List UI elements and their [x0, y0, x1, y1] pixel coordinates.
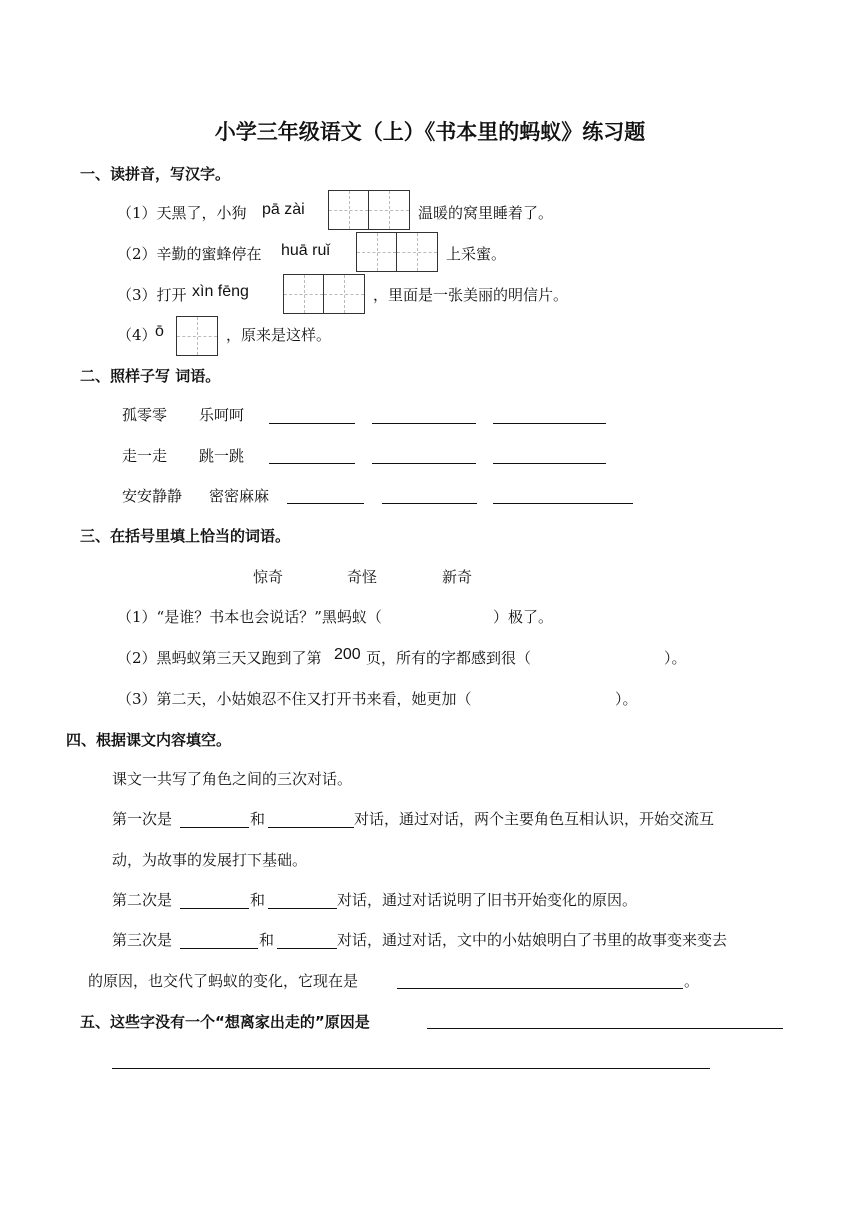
word-choice: 奇怪 [347, 568, 378, 586]
answer-blank[interactable] [277, 948, 337, 949]
sec4-line3-end: 。 [684, 972, 700, 990]
answer-blank[interactable] [268, 827, 354, 828]
q1-3-suffix: ，里面是一张美丽的明信片。 [373, 286, 569, 304]
sec4-line2-b: 和 [250, 891, 266, 909]
q1-1-suffix: 温暖的窝里睡着了。 [418, 204, 554, 222]
example-word: 安安静静 [122, 487, 183, 505]
sec4-line3-cont: 的原因，也交代了蚂蚁的变化，它现在是 [88, 972, 359, 990]
answer-blank[interactable] [372, 423, 476, 424]
q3-3-prefix: （3）第二天，小姑娘忍不住又打开书来看，她更加（ [117, 690, 472, 708]
example-word: 孤零零 [122, 406, 168, 424]
sec4-line1-c: 对话，通过对话，两个主要角色互相认识，开始交流互 [354, 810, 715, 828]
q1-2-suffix: 上采蜜。 [446, 245, 507, 263]
section-5-heading: 五、这些字没有一个“想离家出走的”原因是 [80, 1013, 370, 1031]
answer-blank[interactable] [493, 503, 633, 504]
answer-blank[interactable] [269, 423, 355, 424]
section-1-heading: 一、读拼音，写汉字。 [80, 165, 231, 183]
q3-2-page-number: 200 [334, 646, 361, 663]
q1-4-suffix: ，原来是这样。 [226, 326, 332, 344]
answer-blank[interactable] [180, 948, 258, 949]
example-word: 乐呵呵 [199, 406, 245, 424]
answer-blank[interactable] [180, 908, 249, 909]
q3-2-prefix: （2）黑蚂蚁第三天又跑到了第 [117, 649, 322, 667]
writing-cell[interactable] [329, 191, 369, 229]
sec4-intro: 课文一共写了角色之间的三次对话。 [112, 770, 353, 788]
answer-blank[interactable] [372, 463, 476, 464]
answer-blank[interactable] [427, 1028, 783, 1029]
sec4-line1-a: 第一次是 [112, 810, 173, 828]
answer-blank[interactable] [493, 463, 606, 464]
answer-blank[interactable] [397, 988, 683, 989]
answer-blank[interactable] [112, 1068, 710, 1069]
answer-blank[interactable] [269, 463, 355, 464]
writing-cell[interactable] [177, 317, 217, 355]
example-word: 走一走 [122, 447, 168, 465]
writing-cell[interactable] [397, 233, 437, 271]
answer-blank[interactable] [268, 908, 337, 909]
answer-blank[interactable] [287, 503, 364, 504]
sec4-line3-a: 第三次是 [112, 931, 173, 949]
answer-blank[interactable] [180, 827, 249, 828]
section-3-heading: 三、在括号里填上恰当的词语。 [80, 527, 291, 545]
q1-4-prefix: （4） [117, 326, 157, 344]
q1-2-prefix: （2）辛勤的蜜蜂停在 [117, 245, 262, 263]
q1-4-pinyin: ō [155, 323, 164, 340]
sec4-line2-a: 第二次是 [112, 891, 173, 909]
q1-4-answer-grid[interactable] [176, 316, 218, 356]
writing-cell[interactable] [284, 275, 324, 313]
q3-2-middle: 页，所有的字都感到很（ [366, 649, 532, 667]
q1-3-pinyin: xìn fēng [192, 283, 249, 300]
q3-1-suffix: ）极了。 [493, 608, 554, 626]
q3-3-suffix: ）。 [615, 690, 638, 708]
answer-blank[interactable] [493, 423, 606, 424]
word-choice: 惊奇 [253, 568, 284, 586]
writing-cell[interactable] [324, 275, 364, 313]
section-2-heading: 二、照样子写 词语。 [80, 367, 221, 385]
sec4-line1-b: 和 [250, 810, 266, 828]
sec4-line1-cont: 动，为故事的发展打下基础。 [112, 851, 308, 869]
example-word: 密密麻麻 [209, 487, 270, 505]
page-title: 小学三年级语文（上）《书本里的蚂蚁》练习题 [214, 120, 646, 144]
q1-3-prefix: （3）打开 [117, 286, 187, 304]
q1-1-pinyin: pā zài [262, 201, 305, 218]
example-word: 跳一跳 [199, 447, 245, 465]
q3-1-prefix: （1）“是谁？书本也会说话？”黑蚂蚁（ [117, 608, 382, 626]
answer-blank[interactable] [382, 503, 477, 504]
sec4-line3-c: 对话，通过对话，文中的小姑娘明白了书里的故事变来变去 [337, 931, 728, 949]
q1-2-pinyin: huā ruǐ [281, 242, 330, 259]
q1-1-answer-grid[interactable] [328, 190, 410, 230]
q1-2-answer-grid[interactable] [356, 232, 438, 272]
sec4-line3-b: 和 [259, 931, 275, 949]
word-choice: 新奇 [442, 568, 473, 586]
q3-2-suffix: ）。 [664, 649, 687, 667]
section-4-heading: 四、根据课文内容填空。 [66, 731, 232, 749]
q1-1-prefix: （1）天黑了，小狗 [117, 204, 247, 222]
writing-cell[interactable] [369, 191, 409, 229]
q1-3-answer-grid[interactable] [283, 274, 365, 314]
sec4-line2-c: 对话，通过对话说明了旧书开始变化的原因。 [337, 891, 638, 909]
writing-cell[interactable] [357, 233, 397, 271]
